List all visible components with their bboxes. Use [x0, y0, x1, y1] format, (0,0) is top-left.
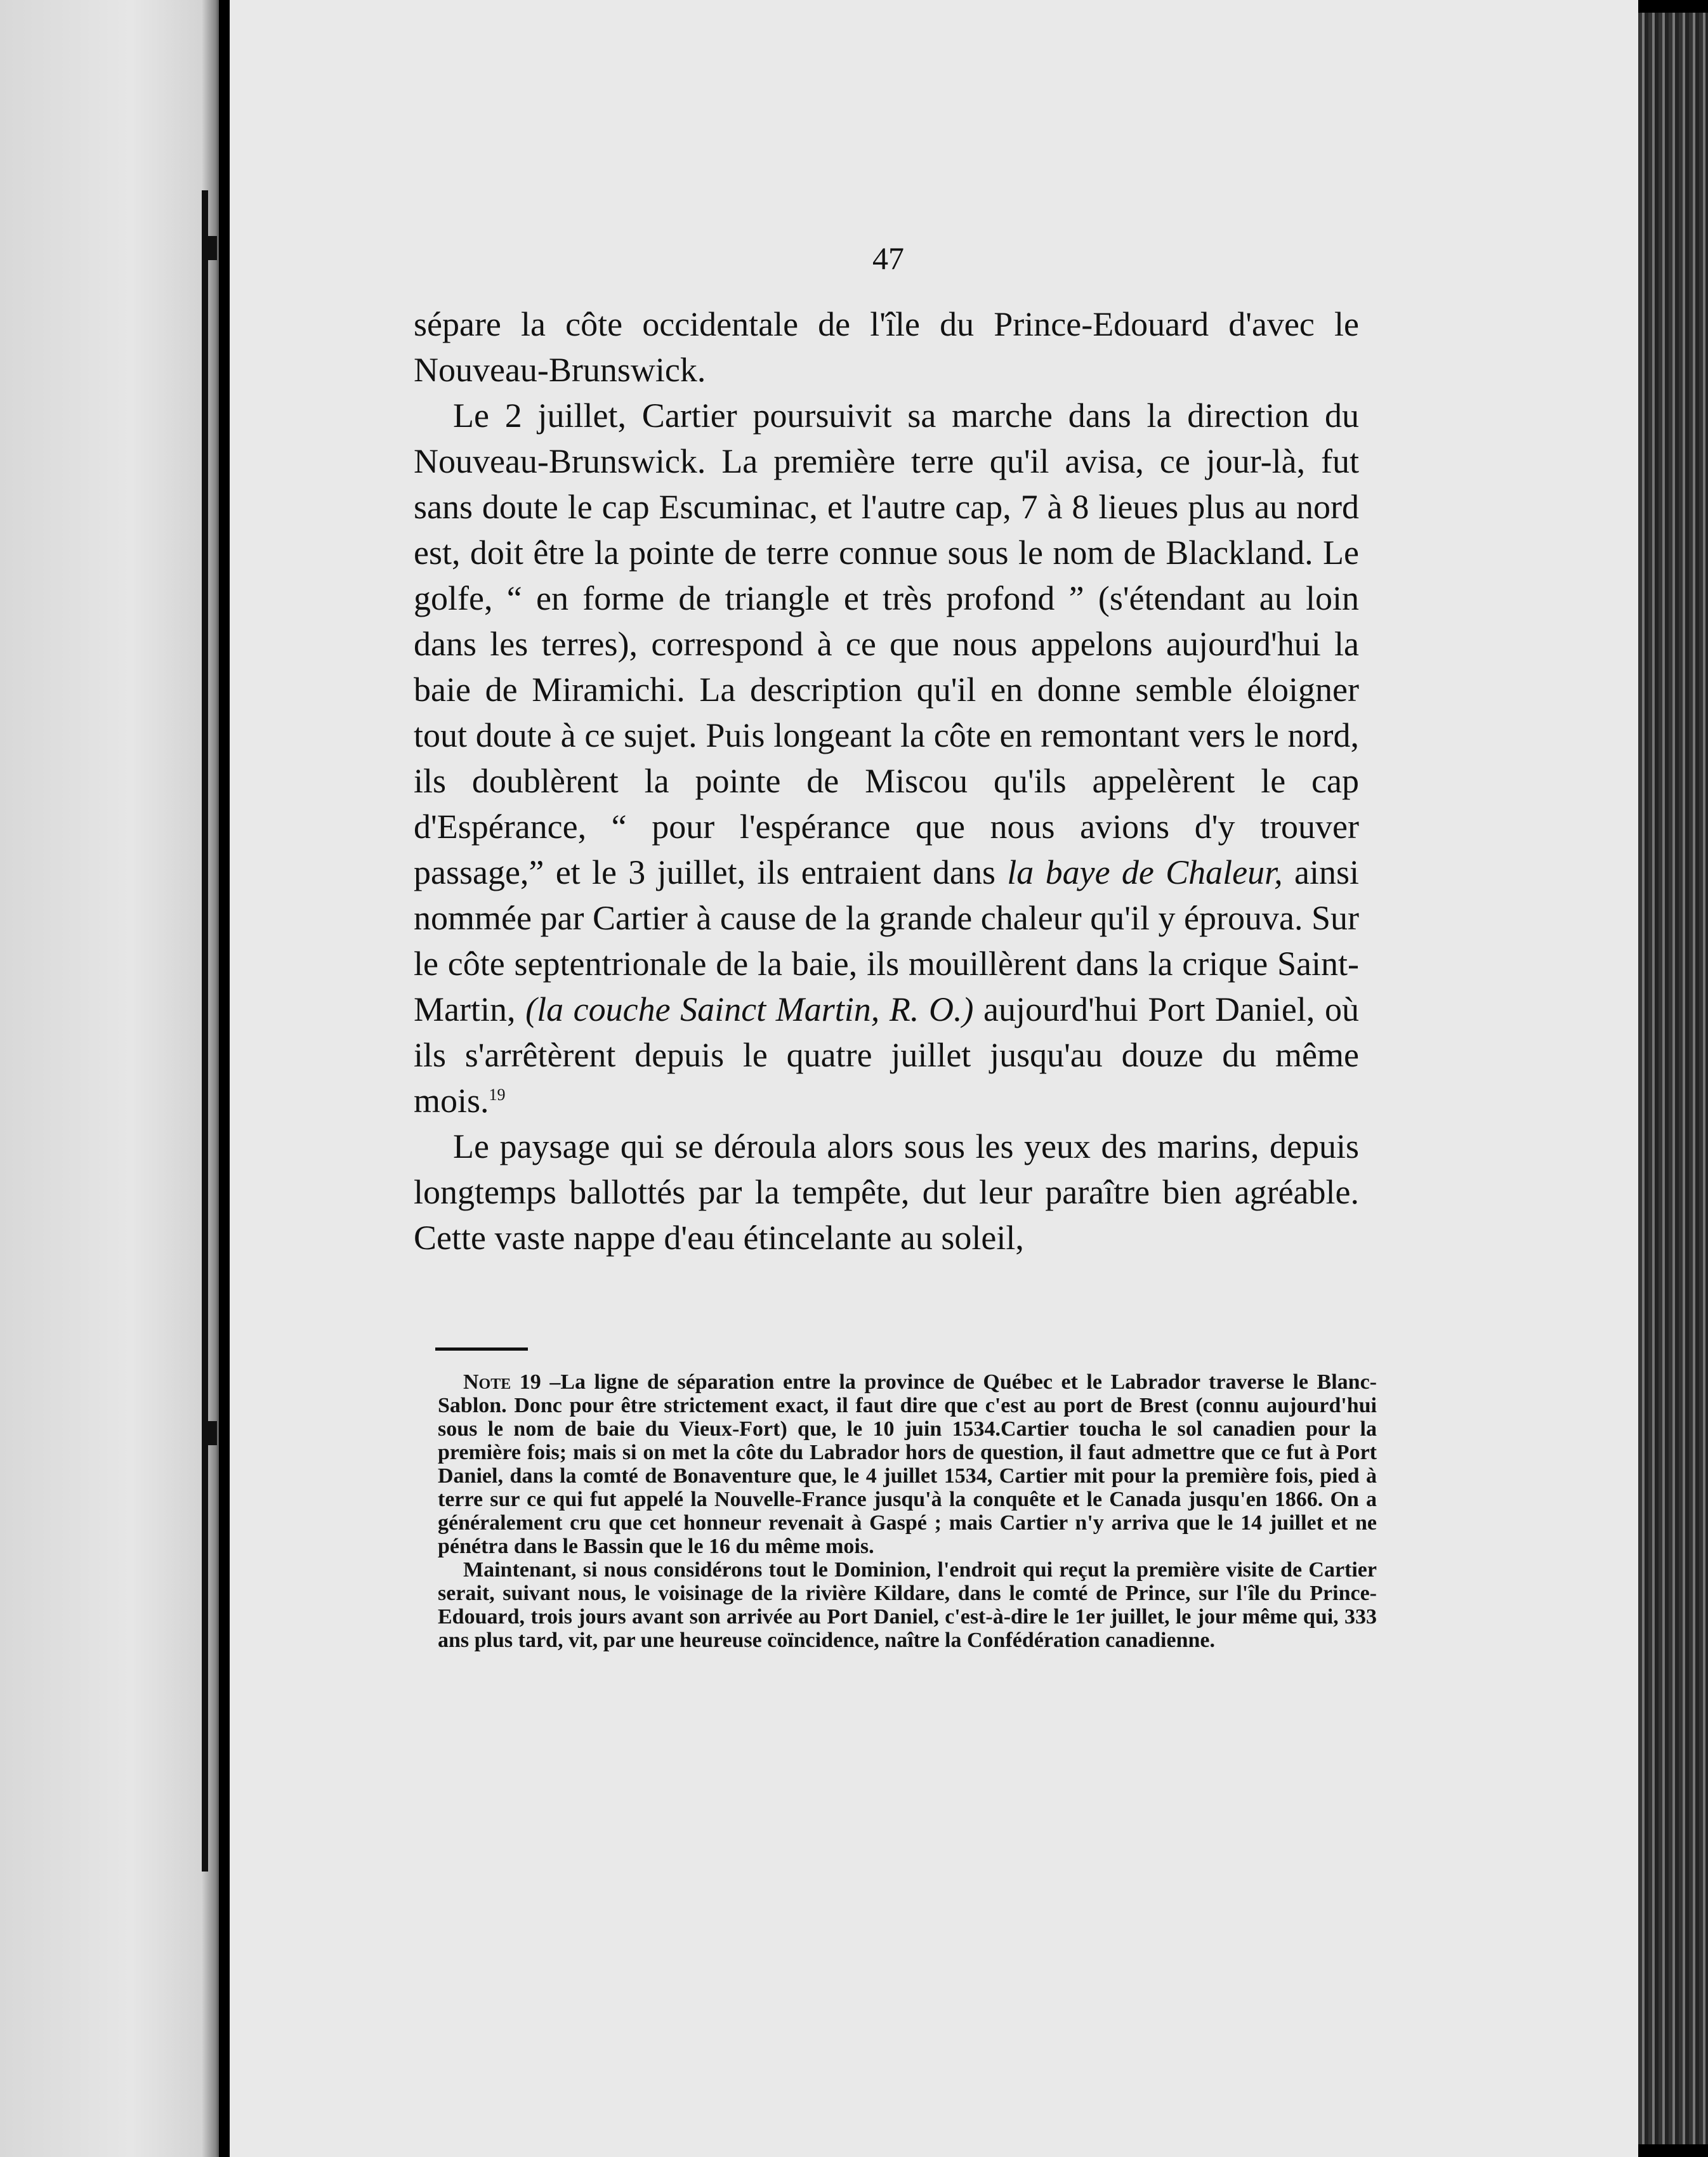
paragraph-text: ainsi nommée par Cartier à cause de la grande chaleur qu'il y éprouva. Sur le côte septentrionale de la baie, ils mouillèrent dans la crique Saint-Martin, — [414, 853, 1360, 1028]
paragraph-text: Le 2 juillet, Cartier poursuivit sa marche dans la direction du Nouveau-Brunswick. La première terre qu'il avisa, ce jour-là, fut sans doute le cap Escuminac, et l'autre cap, 7 à 8 lieues plus au nord est, doit être la pointe de terre connue sous le nom de Blackland. Le golfe, “ en forme de triangle et très profond ” (s'étendant au loin dans les terres), correspond à ce que nous appelons aujourd'hui la baie de Miramichi. La description qu'il en donne semble éloigner tout doute à ce sujet. Puis longeant la côte en remontant vers le nord, ils doublèrent la pointe de Miscou qu'ils appelèrent le cap d'Espérance, “ pour l'espérance que nous avions d'y trouver passage,” et le 3 juillet, ils entraient dans — [414, 397, 1359, 891]
footnote-label: Note 19 — [463, 1370, 541, 1394]
paragraph: Le paysage qui se déroula alors sous les yeux des marins, depuis longtemps ballottés par la tempête, dut leur paraître bien agréable. Cette vaste nappe d'eau étincelante au soleil, — [414, 1127, 1359, 1257]
binding-mark — [202, 1421, 217, 1445]
footnote — [438, 1370, 1377, 1558]
main-text — [414, 301, 1359, 1261]
gutter-binding-edge — [202, 190, 227, 1872]
footnote-reference: 19 — [489, 1085, 506, 1104]
place-name-italic: la baye de Chaleur, — [1007, 853, 1283, 891]
paragraph-text: aujourd'hui Port Daniel, où ils s'arrêtèrent depuis le quatre juillet jusqu'au douze du même mois. — [414, 990, 1359, 1120]
footnotes — [438, 1370, 1377, 1652]
binding-mark — [202, 236, 217, 260]
page-number: 47 — [872, 240, 904, 276]
paragraph — [414, 393, 1359, 1124]
paragraph: sépare la côte occidentale de l'île du Prince-Edouard d'avec le Nouveau-Brunswick. — [414, 305, 1359, 389]
place-name-italic: (la couche Sainct Martin, R. O.) — [525, 990, 974, 1028]
facing-page — [0, 0, 219, 2157]
page-edges — [1638, 13, 1708, 2144]
footnote-text: –La ligne de séparation entre la province de Québec et le Labrador traverse le Blanc-Sablon. Donc pour être strictement exact, il faut dire que c'est au port de Brest (connu aujourd'hui sous le nom de baie du Vieux-Fort) que, le 10 juin 1534.Cartier toucha le sol canadien pour la première fois; mais si on met la côte du Labrador hors de question, il faut admettre que ce fut à Port Daniel, dans la comté de Bonaventure que, le 4 juillet 1534, Cartier mit pour la première fois, pied à terre sur ce qui fut appelé la Nouvelle-France jusqu'à la conquête et le Canada jusqu'en 1866. On a généralement cru que cet honneur revenait à Gaspé ; mais Cartier n'y arriva que le 14 juillet et ne pénétra dans le Bassin que le 16 du même mois. — [438, 1370, 1377, 1558]
footnote-divider — [435, 1347, 528, 1351]
footnote: Maintenant, si nous considérons tout le Dominion, l'endroit qui reçut la première visite de Cartier serait, suivant nous, le voisinage de la rivière Kildare, dans le comté de Prince, sur l'île du Prince-Edouard, trois jours avant son arrivée au Port Daniel, c'est-à-dire le 1er juillet, le jour même qui, 333 ans plus tard, vit, par une heureuse coïncidence, naître la Confédération canadienne. — [438, 1558, 1377, 1652]
